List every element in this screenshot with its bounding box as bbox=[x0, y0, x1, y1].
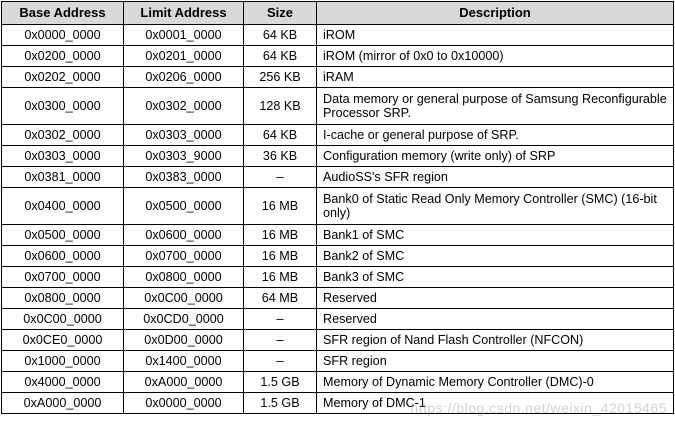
header-description: Description bbox=[317, 2, 674, 25]
table-row bbox=[2, 46, 674, 67]
cell-base-address: 0x0400_0000 bbox=[2, 188, 124, 225]
cell-limit-address: 0x0201_0000 bbox=[124, 46, 244, 67]
header-size: Size bbox=[244, 2, 317, 25]
cell-size: 64 KB bbox=[244, 125, 317, 146]
cell-description: Bank1 of SMC bbox=[317, 225, 674, 246]
cell-size: 36 KB bbox=[244, 146, 317, 167]
cell-limit-address: 0x0D00_0000 bbox=[124, 330, 244, 351]
table-row bbox=[2, 188, 674, 225]
cell-description: I-cache or general purpose of SRP. bbox=[317, 125, 674, 146]
table-row bbox=[2, 267, 674, 288]
cell-description: iROM bbox=[317, 25, 674, 46]
cell-size: 64 KB bbox=[244, 25, 317, 46]
cell-base-address: 0x0CE0_0000 bbox=[2, 330, 124, 351]
cell-base-address: 0x0303_0000 bbox=[2, 146, 124, 167]
cell-description: Configuration memory (write only) of SRP bbox=[317, 146, 674, 167]
cell-base-address: 0x1000_0000 bbox=[2, 351, 124, 372]
table-row bbox=[2, 246, 674, 267]
cell-base-address: 0x0600_0000 bbox=[2, 246, 124, 267]
cell-limit-address: 0x0206_0000 bbox=[124, 67, 244, 88]
table-row bbox=[2, 25, 674, 46]
cell-base-address: 0x0000_0000 bbox=[2, 25, 124, 46]
cell-limit-address: 0x0C00_0000 bbox=[124, 288, 244, 309]
cell-limit-address: 0x0383_0000 bbox=[124, 167, 244, 188]
cell-description: iROM (mirror of 0x0 to 0x10000) bbox=[317, 46, 674, 67]
table-header-row bbox=[2, 2, 674, 25]
table-row bbox=[2, 88, 674, 125]
cell-description: Bank2 of SMC bbox=[317, 246, 674, 267]
cell-size: 256 KB bbox=[244, 67, 317, 88]
cell-size: 64 KB bbox=[244, 46, 317, 67]
cell-base-address: 0x0500_0000 bbox=[2, 225, 124, 246]
cell-description: Bank3 of SMC bbox=[317, 267, 674, 288]
table-row bbox=[2, 288, 674, 309]
cell-description: iRAM bbox=[317, 67, 674, 88]
cell-base-address: 0x0800_0000 bbox=[2, 288, 124, 309]
watermark-url: https://blog.csdn.net/weixin_42015465 bbox=[410, 400, 667, 416]
cell-base-address: 0x0300_0000 bbox=[2, 88, 124, 125]
cell-limit-address: 0x0CD0_0000 bbox=[124, 309, 244, 330]
cell-base-address: 0x0302_0000 bbox=[2, 125, 124, 146]
cell-size: 16 MB bbox=[244, 267, 317, 288]
cell-description: Reserved bbox=[317, 288, 674, 309]
header-limit-address: Limit Address bbox=[124, 2, 244, 25]
table-row bbox=[2, 309, 674, 330]
cell-limit-address: 0x0000_0000 bbox=[124, 393, 244, 414]
cell-limit-address: 0x0700_0000 bbox=[124, 246, 244, 267]
cell-size: – bbox=[244, 309, 317, 330]
cell-size: 16 MB bbox=[244, 188, 317, 225]
cell-base-address: 0x0700_0000 bbox=[2, 267, 124, 288]
cell-size: – bbox=[244, 330, 317, 351]
table-row bbox=[2, 67, 674, 88]
header-base-address: Base Address bbox=[2, 2, 124, 25]
cell-description: Reserved bbox=[317, 309, 674, 330]
cell-size: 16 MB bbox=[244, 225, 317, 246]
cell-size: – bbox=[244, 167, 317, 188]
table-row bbox=[2, 167, 674, 188]
table-row bbox=[2, 330, 674, 351]
cell-limit-address: 0x0600_0000 bbox=[124, 225, 244, 246]
cell-base-address: 0x0C00_0000 bbox=[2, 309, 124, 330]
cell-limit-address: 0x0800_0000 bbox=[124, 267, 244, 288]
cell-size: 1.5 GB bbox=[244, 393, 317, 414]
cell-description: SFR region bbox=[317, 351, 674, 372]
cell-description: Data memory or general purpose of Samsung Reconfigurable Processor SRP. bbox=[317, 88, 674, 125]
cell-description: AudioSS's SFR region bbox=[317, 167, 674, 188]
cell-base-address: 0x0200_0000 bbox=[2, 46, 124, 67]
cell-size: – bbox=[244, 351, 317, 372]
cell-size: 16 MB bbox=[244, 246, 317, 267]
cell-limit-address: 0x0303_9000 bbox=[124, 146, 244, 167]
memory-map-table bbox=[1, 1, 674, 414]
cell-size: 1.5 GB bbox=[244, 372, 317, 393]
table-row bbox=[2, 393, 674, 414]
cell-description: SFR region of Nand Flash Controller (NFCON) bbox=[317, 330, 674, 351]
cell-base-address: 0xA000_0000 bbox=[2, 393, 124, 414]
cell-description: Memory of DMC-1 bbox=[317, 393, 674, 414]
cell-limit-address: 0x0302_0000 bbox=[124, 88, 244, 125]
table-row bbox=[2, 372, 674, 393]
cell-limit-address: 0x0303_0000 bbox=[124, 125, 244, 146]
cell-base-address: 0x0202_0000 bbox=[2, 67, 124, 88]
cell-size: 64 MB bbox=[244, 288, 317, 309]
cell-limit-address: 0x1400_0000 bbox=[124, 351, 244, 372]
table-row bbox=[2, 351, 674, 372]
table-row bbox=[2, 146, 674, 167]
table-row bbox=[2, 225, 674, 246]
cell-size: 128 KB bbox=[244, 88, 317, 125]
cell-base-address: 0x4000_0000 bbox=[2, 372, 124, 393]
cell-description: Bank0 of Static Read Only Memory Controller (SMC) (16-bit only) bbox=[317, 188, 674, 225]
cell-limit-address: 0x0001_0000 bbox=[124, 25, 244, 46]
cell-limit-address: 0x0500_0000 bbox=[124, 188, 244, 225]
cell-description: Memory of Dynamic Memory Controller (DMC)-0 bbox=[317, 372, 674, 393]
cell-limit-address: 0xA000_0000 bbox=[124, 372, 244, 393]
cell-base-address: 0x0381_0000 bbox=[2, 167, 124, 188]
table-row bbox=[2, 125, 674, 146]
memory-map-table-container bbox=[1, 1, 673, 434]
